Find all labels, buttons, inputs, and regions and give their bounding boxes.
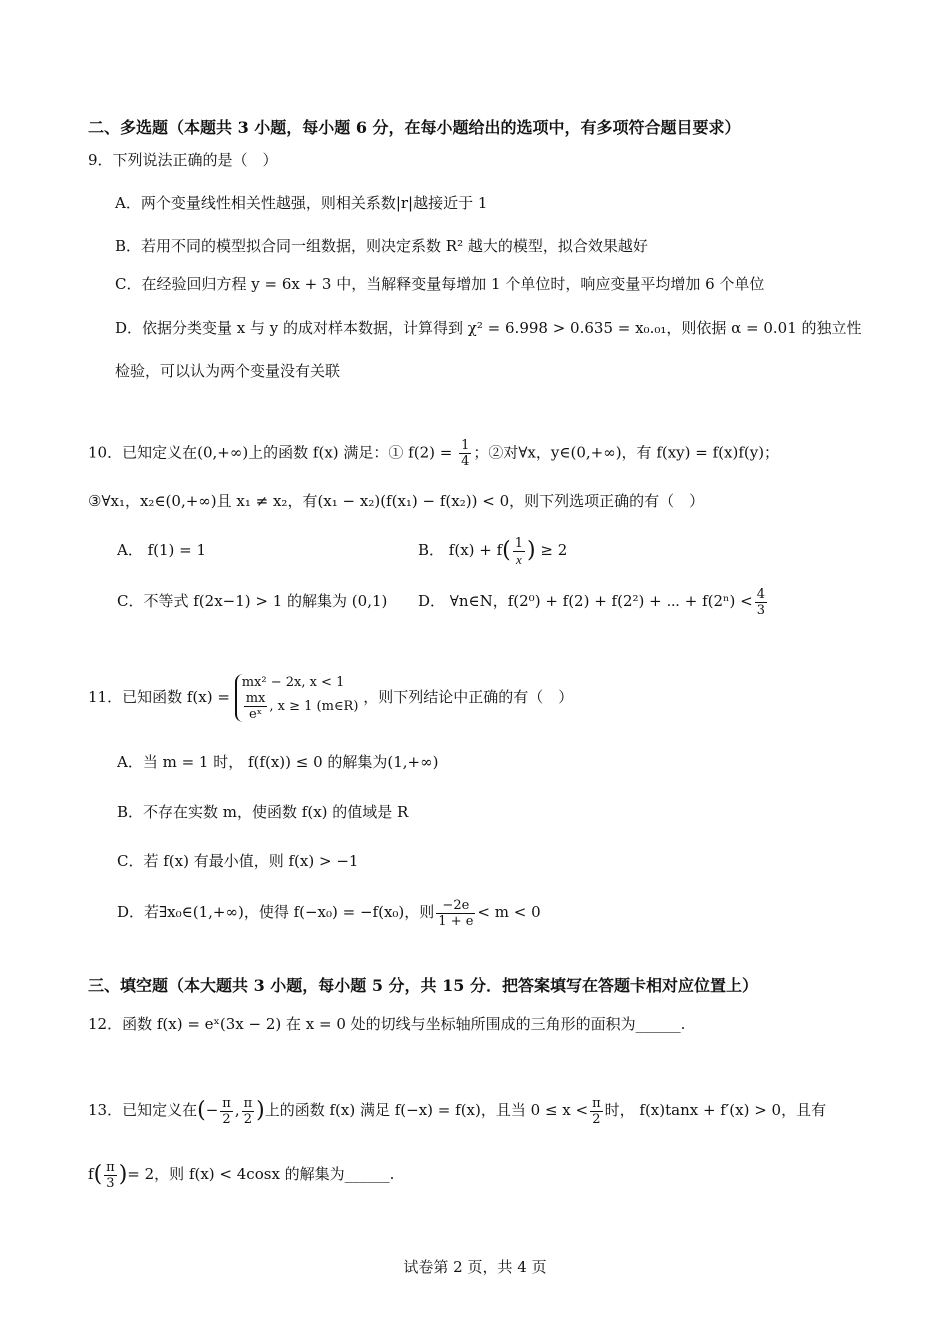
question-10-option-c: C．不等式 f(2x−1) > 1 的解集为 (0,1) <box>117 592 388 610</box>
option-d-prefix: D． ∀n∈N，f(2⁰) + f(2) + f(2²) + ⋯ + f(2ⁿ) < <box>418 592 753 610</box>
fraction-denominator: x <box>516 551 522 567</box>
section-heading-fill-in-blank: 三、填空题（本大题共 3 小题，每小题 5 分，共 15 分．把答案填写在答题卡相对应位置上） <box>88 976 758 995</box>
piecewise-case-1: mx² − 2x, x < 1 <box>241 675 345 690</box>
fraction-numerator: π <box>243 1095 253 1111</box>
fraction-numerator: π <box>222 1095 231 1111</box>
left-paren: ( <box>197 1098 206 1123</box>
question-13-stem-prefix: 13．已知定义在 <box>88 1101 198 1119</box>
fraction-minus-2e-over-1-plus-e <box>436 898 475 929</box>
section-heading-multiple-choice: 二、多选题（本题共 3 小题，每小题 6 分，在每小题给出的选项中，有多项符合题目要求） <box>88 118 741 137</box>
piecewise-case-2 <box>242 691 359 722</box>
right-paren: ) <box>256 1098 265 1123</box>
fraction-numerator: 1 <box>461 438 470 453</box>
question-12-stem: 12．函数 f(x) = eˣ(3x − 2) 在 x = 0 处的切线与坐标轴所围成的三角形的面积为______. <box>88 1015 686 1033</box>
question-10-stem-line2: ③∀x₁，x₂∈(0,+∞)且 x₁ ≠ x₂，有(x₁ − x₂)(f(x₁) − f(x₂)) < 0，则下列选项正确的有（ ） <box>88 492 705 510</box>
question-13-stem-suffix: 时， f(x)tanx + f′(x) > 0，且有 <box>604 1101 827 1119</box>
option-d-suffix: < m < 0 <box>477 903 541 921</box>
question-11-option-b: B．不存在实数 m，使函数 f(x) 的值域是 R <box>117 803 409 821</box>
question-11-option-c: C．若 f(x) 有最小值，则 f(x) > −1 <box>117 852 359 870</box>
option-b-prefix: B． f(x) + f <box>418 541 503 559</box>
question-10-option-a: A． f(1) = 1 <box>117 541 207 559</box>
question-10-stem-suffix: ；②对∀x，y∈(0,+∞)，有 f(xy) = f(x)f(y)； <box>473 443 780 462</box>
fraction-numerator: π <box>106 1159 115 1175</box>
fraction-four-thirds <box>755 587 767 618</box>
question-10-option-b <box>418 532 567 569</box>
question-13-stem-middle: 上的函数 f(x) 满足 f(−x) = f(x)，且当 0 ≤ x < <box>264 1101 589 1119</box>
question-10-stem-prefix: 10．已知定义在(0,+∞)上的函数 f(x) 满足：① f(2) = <box>88 443 458 462</box>
fraction-denominator: 2 <box>243 1111 252 1127</box>
question-13-line2-suffix: = 2，则 f(x) < 4cosx 的解集为______. <box>127 1165 395 1183</box>
fraction-one-over-x <box>513 536 525 567</box>
question-11-stem <box>88 664 573 730</box>
fraction-numerator: 4 <box>756 586 765 602</box>
right-paren: ) <box>527 538 536 563</box>
question-11-option-a: A．当 m = 1 时， f(f(x)) ≤ 0 的解集为(1,+∞) <box>117 753 439 771</box>
question-10-option-d <box>418 583 769 619</box>
left-paren: ( <box>93 1162 103 1187</box>
fraction-denominator: 3 <box>756 602 765 618</box>
fraction-numerator: −2e <box>436 898 475 914</box>
question-13-line2-prefix: f <box>88 1165 94 1183</box>
question-11-stem-suffix: ，则下列结论中正确的有（ ） <box>363 688 574 706</box>
fraction-denominator: 2 <box>222 1111 231 1127</box>
question-9-option-d-line1: D．依据分类变量 x 与 y 的成对样本数据，计算得到 χ² = 6.998 > 0.635 = x₀.₀₁，则依据 α = 0.01 的独立性 <box>115 319 862 337</box>
fraction-denominator: 3 <box>106 1175 115 1191</box>
page-footer: 试卷第 2 页，共 4 页 <box>403 1258 547 1276</box>
option-b-suffix: ≥ 2 <box>540 541 568 559</box>
question-13-stem-line1: 13．已知定义在(− $\frac{\pi}{2}$ , $\frac{\pi}{2}$ )上的函数 f(x) 满足 f(−x) = f(x)，且当 0 ≤ x < $\frac{\pi}{2}$ 时， f(x)tanx + f′(x) > 0，且有 <box>88 1095 827 1127</box>
fraction-one-quarter <box>459 438 471 469</box>
question-11-option-d <box>117 893 541 931</box>
fraction-mx-over-ex <box>244 691 268 722</box>
question-13-stem-line2 <box>88 1152 394 1197</box>
fraction-numerator: mx <box>245 691 266 706</box>
fraction-denominator: eˣ <box>248 707 263 722</box>
question-10-stem-line1 <box>88 438 779 469</box>
right-paren: ) <box>118 1162 128 1187</box>
question-11-stem-prefix: 11．已知函数 f(x) = <box>88 688 230 706</box>
question-9-stem: 9．下列说法正确的是（ ） <box>88 151 278 169</box>
piecewise-case-2-condition: , x ≥ 1 (m∈R) <box>269 699 359 714</box>
fraction-denominator: 1 + e <box>438 913 474 929</box>
option-d-prefix: D．若∃x₀∈(1,+∞)，使得 f(−x₀) = −f(x₀)，则 <box>117 903 435 921</box>
fraction-numerator: π <box>592 1095 601 1111</box>
fraction-denominator: 2 <box>592 1111 601 1127</box>
fraction-pi-over-3 <box>104 1160 117 1191</box>
fraction-pi-over-2 <box>242 1096 255 1127</box>
question-9-option-c: C．在经验回归方程 y = 6x + 3 中，当解释变量每增加 1 个单位时，响应变量平均增加 6 个单位 <box>115 275 765 293</box>
question-9-option-a: A．两个变量线性相关性越强，则相关系数|r|越接近于 1 <box>115 194 488 212</box>
fraction-pi-over-2 <box>220 1096 233 1127</box>
fraction-denominator: 4 <box>461 454 470 469</box>
left-paren: ( <box>502 538 511 563</box>
question-9-option-d-line2: 检验，可以认为两个变量没有关联 <box>115 362 341 380</box>
fraction-pi-over-2 <box>590 1096 603 1127</box>
question-9-option-b: B．若用不同的模型拟合同一组数据，则决定系数 R² 越大的模型，拟合效果越好 <box>115 237 648 255</box>
fraction-numerator: 1 <box>514 535 524 551</box>
piecewise-function-cases <box>235 674 359 722</box>
